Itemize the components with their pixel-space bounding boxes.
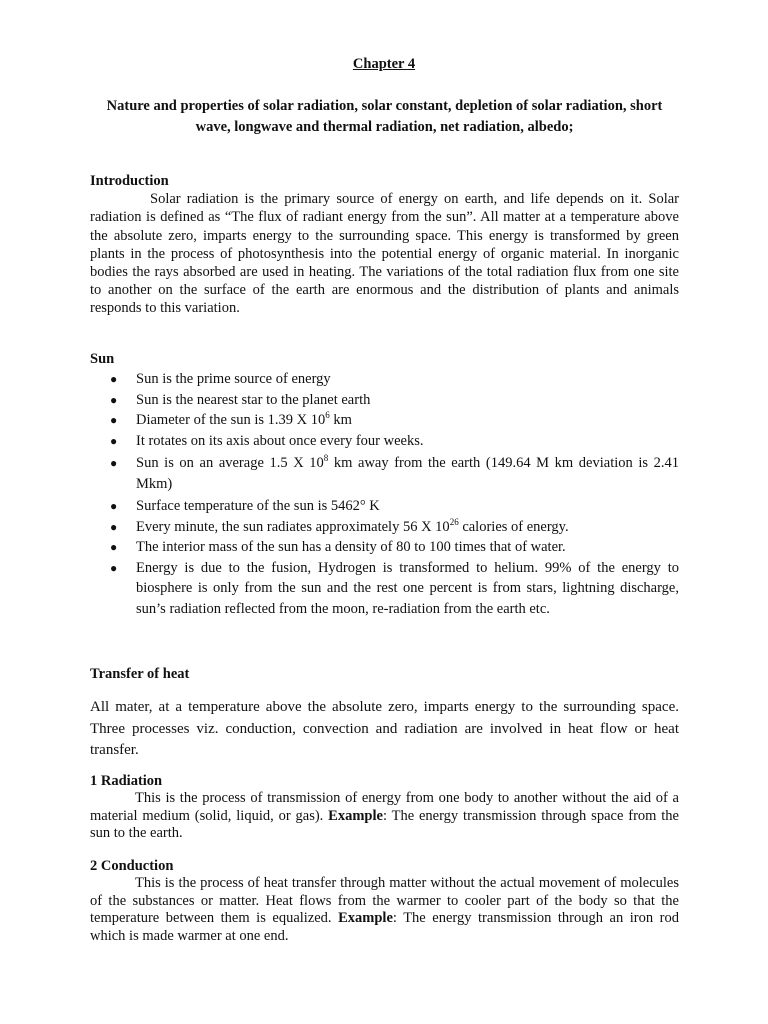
transfer-section [90, 664, 679, 762]
transfer-heading: Transfer of heat [90, 666, 190, 682]
sun-facts-list [90, 369, 679, 619]
chapter-title: Chapter 4 [352, 56, 416, 72]
sun-fact-text-end: calories of energy. [458, 518, 569, 535]
exponent: 6 [325, 410, 330, 420]
sun-fact-item [90, 410, 679, 431]
sun-fact-item [90, 390, 679, 411]
sun-fact-item [90, 431, 679, 452]
subtitle-line-1: Nature and properties of solar radiation, solar constant, depletion of solar radiation, short [106, 98, 663, 114]
sun-fact-text: The interior mass of the sun has a density of 80 to 100 times that of water. [136, 539, 566, 555]
sun-fact-item [90, 453, 679, 494]
introduction-text: Solar radiation is the primary source of energy on earth, and life depends on it. Solar radiation is defined as “The flux of radiant energy from the sun”. All matter at a temperature above the absolute zero, imparts energy to the surrounding space. This energy is transformed by green plants in the process of photosynthesis into the potential energy of organic material. In inorganic bodies the rays absorbed are used in heating. The variations of the total radiation flux from one site to another on the surface of the earth are enormous and the distribution of plants and animals responds to this variation. [90, 191, 679, 317]
bullet-icon: ● [110, 519, 118, 534]
radiation-text [90, 790, 679, 843]
sun-fact-item [90, 496, 679, 517]
sun-fact-item [90, 558, 679, 620]
sun-fact-text: Surface temperature of the sun is 5462° K [136, 498, 380, 514]
radiation-section [90, 772, 679, 843]
introduction-heading: Introduction [90, 173, 169, 189]
chapter-subtitle [90, 96, 679, 138]
exponent: 26 [449, 516, 459, 527]
example-label: Example [328, 807, 383, 824]
conduction-text [90, 875, 679, 945]
subtitle-line-2: wave, longwave and thermal radiation, net radiation, albedo; [195, 119, 574, 135]
introduction-section [90, 172, 679, 318]
sun-fact-text: Sun is on an average 1.5 X 10 [136, 455, 324, 471]
exponent: 8 [323, 453, 329, 463]
conduction-section [90, 857, 679, 945]
bullet-icon: ● [110, 540, 118, 554]
bullet-icon: ● [110, 560, 118, 575]
bullet-icon: ● [110, 413, 118, 427]
sun-fact-item [90, 537, 679, 558]
sun-section [90, 349, 679, 619]
bullet-icon: ● [110, 392, 118, 407]
sun-fact-text: Sun is the prime source of energy [136, 371, 331, 387]
conduction-example-text: : The energy transmission through an iron rod which is made warmer at one end. [90, 910, 679, 944]
bullet-icon: ● [110, 372, 118, 386]
radiation-heading: 1 Radiation [90, 773, 163, 789]
sun-fact-item [90, 369, 679, 390]
sun-fact-text: Energy is due to the fusion, Hydrogen is transformed to helium. 99% of the energy to biosphere is only from the sun and the rest one percent is from stars, lightning discharge, sun’s radiation reflected from the moon, re-radiation from the earth etc. [136, 559, 679, 617]
radiation-example-text: : The energy transmission through space from the sun to the earth. [90, 807, 679, 841]
sun-fact-text: Every minute, the sun radiates approximately 56 X 10 [136, 518, 450, 535]
transfer-text: All mater, at a temperature above the absolute zero, imparts energy to the surrounding space. Three processes viz. conduction, convection and radiation are involved in heat flow or heat transfer. [90, 699, 679, 758]
sun-fact-text: Diameter of the sun is 1.39 X 10 [136, 412, 326, 428]
sun-heading: Sun [90, 351, 115, 367]
conduction-heading: 2 Conduction [90, 858, 174, 874]
sun-fact-text: It rotates on its axis about once every four weeks. [136, 432, 424, 449]
bullet-icon: ● [110, 456, 118, 470]
sun-fact-text-end: km [329, 412, 352, 428]
sun-fact-text-end: km away from the earth (149.64 M km deviation is 2.41 Mkm) [136, 455, 679, 492]
sun-fact-text: Sun is the nearest star to the planet earth [136, 391, 371, 408]
bullet-icon: ● [110, 499, 118, 513]
bullet-icon: ● [110, 433, 118, 448]
sun-fact-item [90, 517, 679, 538]
conduction-text-body: This is the process of heat transfer through matter without the actual movement of molecules of the substances or matter. Heat flows from the warmer to cooler part of the body so that the temperature between them is equalized. [90, 875, 679, 926]
example-label: Example [338, 910, 393, 926]
radiation-text-body: This is the process of transmission of energy from one body to another without the aid of a material medium (solid, liquid, or gas). [90, 790, 679, 824]
